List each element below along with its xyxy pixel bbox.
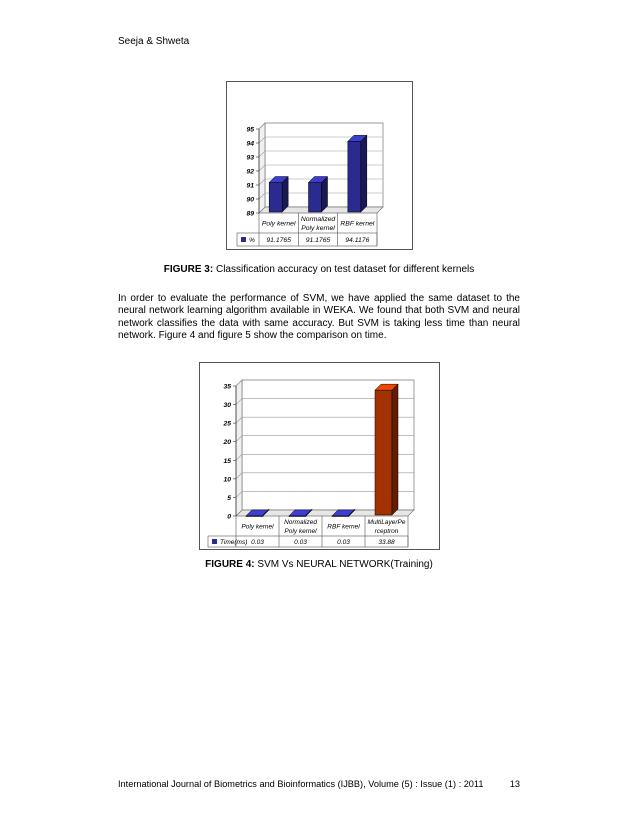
figure4-chart-svg — [200, 363, 439, 549]
fig3-category-label: Normalized — [300, 216, 336, 223]
page-number: 13 — [509, 779, 520, 789]
fig3-bar-3 — [348, 141, 361, 212]
fig3-category-label: Poly kernel — [261, 220, 296, 228]
fig4-bar-side-4 — [392, 384, 398, 515]
figure3-chart-svg — [227, 82, 412, 249]
figure4-caption — [118, 559, 520, 570]
fig4-y-tick-label: 5 — [227, 494, 231, 502]
fig3-bar-1 — [269, 183, 282, 212]
fig4-category-label: rceptron — [374, 528, 399, 535]
running-head: Seeja & Shweta — [118, 36, 190, 47]
fig3-y-tick-label: 92 — [246, 168, 254, 176]
fig3-y-tick-label: 89 — [246, 210, 254, 218]
fig3-data-label: 91.1765 — [266, 237, 291, 244]
fig3-bar-side-2 — [322, 177, 328, 212]
fig4-y-tick-label: 20 — [223, 439, 231, 447]
fig4-data-label: 0.03 — [294, 539, 307, 546]
fig4-category-label: RBF kernel — [327, 523, 360, 531]
fig4-bar-4 — [375, 390, 392, 515]
footer-journal: International Journal of Biometrics and Bioinformatics (IJBB), Volume (5) : Issue (1) : 2011 — [118, 779, 484, 789]
fig4-data-label: 0.03 — [337, 539, 350, 546]
fig4-data-label: 33.88 — [378, 539, 395, 546]
fig4-y-tick-label: 25 — [223, 420, 231, 428]
fig4-side-wall — [236, 380, 242, 516]
fig3-data-label: 94.1176 — [345, 237, 370, 244]
fig3-category-label: RBF kernel — [340, 220, 375, 228]
fig4-category-label: Poly kernel — [284, 528, 317, 535]
page-footer — [118, 779, 520, 789]
figure3-chart — [226, 81, 413, 250]
figure3-caption — [118, 264, 520, 275]
fig4-category-label: Normalized — [284, 519, 317, 526]
fig4-category-label: Poly kernel — [241, 523, 274, 531]
fig3-y-tick-label: 91 — [246, 182, 254, 190]
fig3-y-tick-label: 94 — [246, 140, 254, 148]
fig3-y-tick-label: 95 — [246, 126, 254, 134]
fig4-y-tick-label: 35 — [223, 383, 231, 391]
fig4-y-tick-label: 0 — [227, 513, 231, 521]
figure3-label: FIGURE 3: — [163, 264, 214, 275]
fig4-y-tick-label: 15 — [223, 457, 231, 465]
figure3-caption-text: Classification accuracy on test dataset for different kernels — [213, 264, 475, 275]
fig3-bar-side-1 — [282, 177, 288, 212]
fig3-legend-swatch — [241, 237, 246, 242]
fig3-data-label: 91.1765 — [305, 237, 331, 244]
figure4-caption-text: SVM Vs NEURAL NETWORK(Training) — [254, 559, 433, 570]
fig4-legend-label: Time(ms) — [220, 539, 248, 546]
fig4-category-label: MultiLayerPe — [367, 519, 406, 526]
fig3-bar-2 — [309, 183, 322, 212]
fig4-y-tick-label: 30 — [223, 402, 231, 410]
fig4-y-tick-label: 10 — [223, 476, 231, 484]
fig3-legend-label: % — [249, 237, 256, 244]
fig3-bar-side-3 — [361, 135, 367, 212]
body-paragraph: In order to evaluate the performance of SVM, we have applied the same dataset to the neural network learning algorithm available in WEKA. We found that both SVM and neural network classifies the data with same accuracy. But SVM is taking less time than neural network. Figure 4 and figure 5 show the comparison on time. — [118, 293, 520, 342]
fig4-legend-swatch — [212, 539, 217, 544]
fig3-category-label: Poly kernel — [301, 225, 335, 232]
fig3-y-tick-label: 93 — [246, 154, 254, 162]
figure4-chart — [199, 362, 440, 550]
fig3-y-tick-label: 90 — [246, 196, 254, 204]
fig4-data-label: 0.03 — [251, 539, 264, 546]
figure4-label: FIGURE 4: — [205, 559, 255, 570]
